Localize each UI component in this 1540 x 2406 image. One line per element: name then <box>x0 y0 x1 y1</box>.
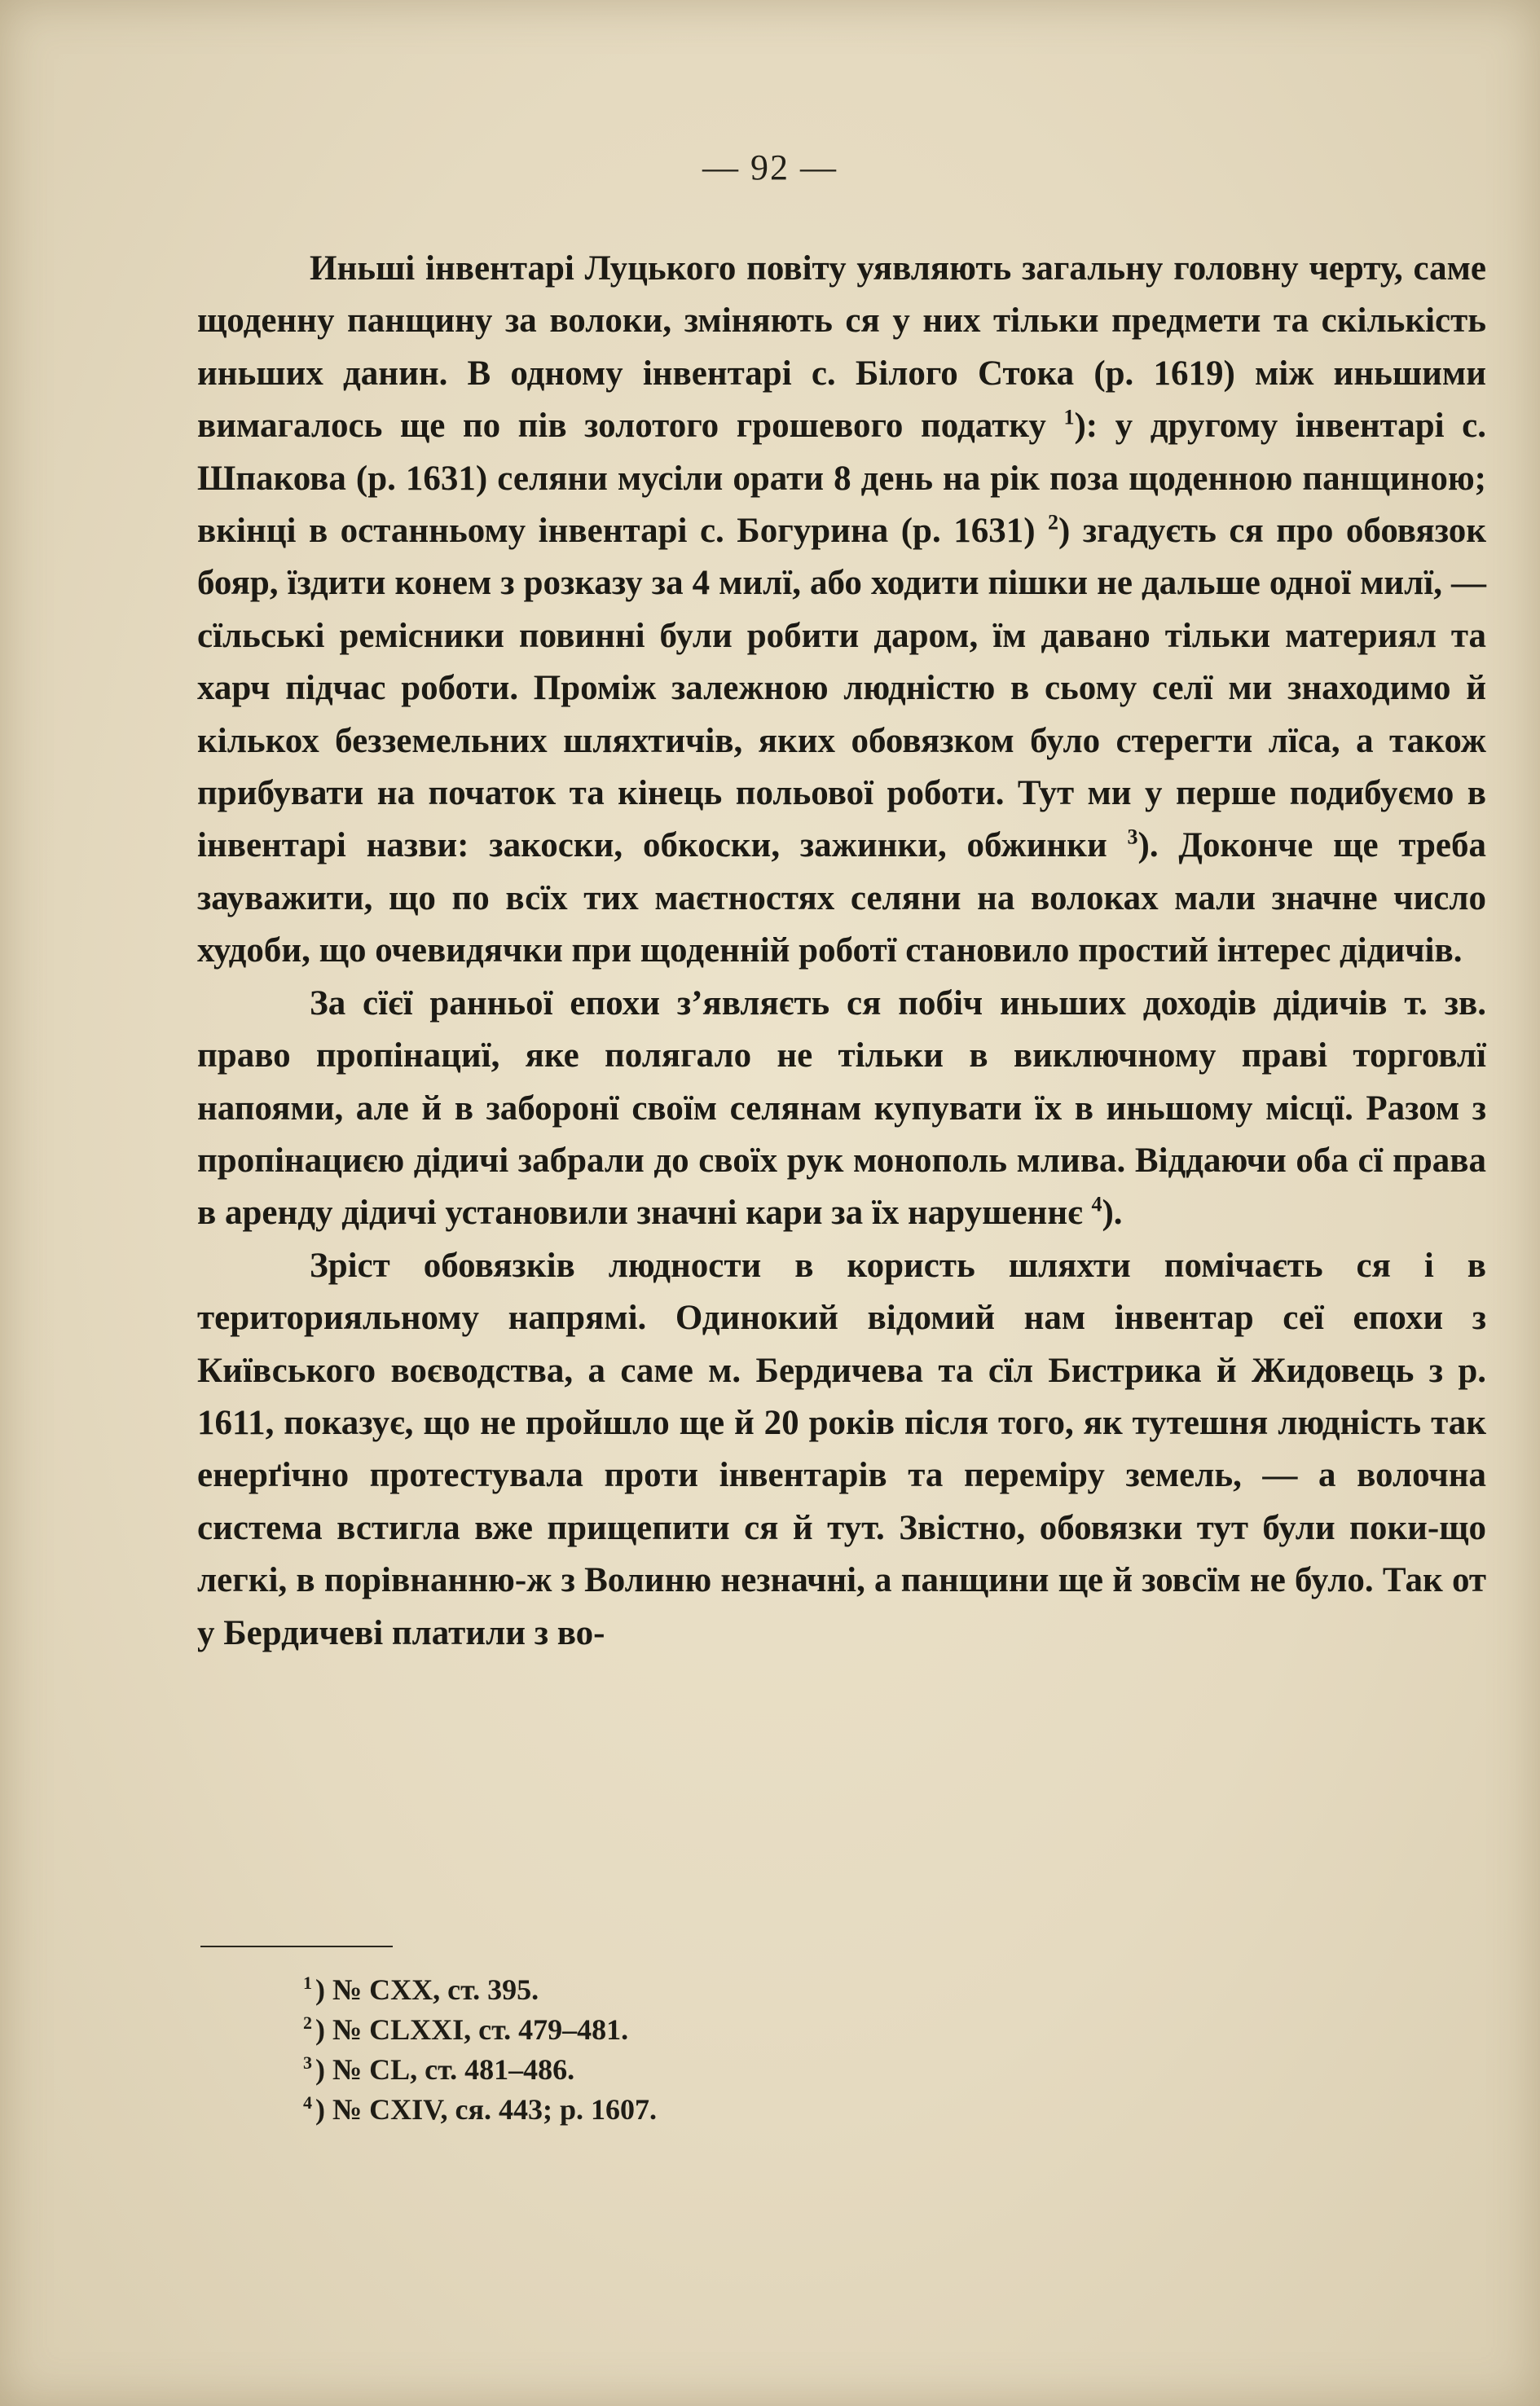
text-segment: ) згадуєть ся про обовязок бояр, їздити конем з розказу за 4 милї, або ходити пішки не дальше одної милї, — сїльські ремісники повинні були робити даром, їм давано тільки материял та харч підчас роботи. Проміж залежною людністю в сьому селї ми знаходимо й кількох безземельних шляхтичів, яких обовязком було стерегти лїса, а також прибувати на початок та кінець польової роботи. Тут ми у перше подибуємо в інвентарі назви: закоски, обкоски, зажинки, обжинки <box>197 512 1486 865</box>
text-segment: Зріст обовязків людности в користь шляхти помічаєть ся і в територияльному напрямі. Одинокий відомий нам інвентар сеї епохи з Київського воєводства, а саме м. Бердичева та сїл Бистрика й Жидовець з р. 1611, показує, що не пройшло ще й 20 років після того, як тутешня людність так енерґічно протестувала проти інвентарів та переміру земель, — а волочна система встигла вже прищепити ся й тут. Звістно, обовязки тут були поки-що легкі, в порівнанню-ж з Волиню незначні, а панщини ще й зовсїм не було. Так от у Бердичеві платили з во- <box>197 1246 1486 1652</box>
paragraph-1 <box>197 243 1486 978</box>
footnote-text: ) № CXIV, ся. 443; р. 1607. <box>315 2093 657 2126</box>
main-text <box>197 243 1486 1660</box>
footnote-ref-2: 2 <box>1048 510 1059 534</box>
footnote-text: ) № CXX, ст. 395. <box>315 1973 539 2006</box>
footnote-ref-4: 4 <box>1091 1192 1102 1216</box>
footnote-2 <box>303 2010 1281 2050</box>
footnote-divider <box>200 1946 393 1947</box>
footnote-text: ) № CL, ст. 481–486. <box>315 2053 575 2086</box>
text-segment: За сїєї ранньої епохи з’являєть ся побіч иньших доходів дідичів т. зв. право пропінациї, яке полягало не тільки в виключному праві торговлї напоями, але й в заборонї своїм селянам купувати їх в иньшому місцї. Разом з пропінациєю дідичі забрали до своїх рук монополь млива. Віддаючи оба сї права в аренду дідичі установили значні кари за їх нарушеннє <box>197 983 1486 1233</box>
page-number: — 92 — <box>702 147 838 187</box>
footnote-4 <box>303 2090 1281 2130</box>
footnote-text: ) № CLXXI, ст. 479–481. <box>315 2013 629 2046</box>
footnote-mark: 4 <box>303 2092 312 2113</box>
footnotes <box>303 1970 1281 2130</box>
paragraph-2 <box>197 978 1486 1240</box>
text-segment: ). Доконче ще треба зауважити, що по всїх тих маєтностях селяни на волоках мали значне число худоби, що очевидячки при щоденній роботї становило простий інтерес дідичів. <box>197 826 1486 970</box>
footnote-mark: 3 <box>303 2052 312 2073</box>
footnote-mark: 1 <box>303 1973 312 1993</box>
paragraph-3 <box>197 1240 1486 1660</box>
footnote-3 <box>303 2050 1281 2090</box>
footnote-ref-3: 3 <box>1127 825 1138 850</box>
text-segment: ). <box>1102 1194 1123 1233</box>
text-segment: Иньші інвентарі Луцького повіту уявляють загальну головну черту, саме щоденну панщину за волоки, зміняють ся у них тільки предмети та скількість иньших данин. В одному інвентарі с. Білого Стока (р. 1619) між иньшими вимагалось ще по пів золотого грошевого податку <box>197 249 1486 446</box>
footnote-ref-1: 1 <box>1063 405 1075 429</box>
text-segment: ): у другому інвентарі с. Шпакова (р. 1631) селяни мусіли орати 8 день на рік поза щоденною панщиною; вкінці в останньому інвентарі с. Богурина (р. 1631) <box>197 407 1486 551</box>
footnote-1 <box>303 1970 1281 2010</box>
footnote-mark: 2 <box>303 2012 312 2033</box>
